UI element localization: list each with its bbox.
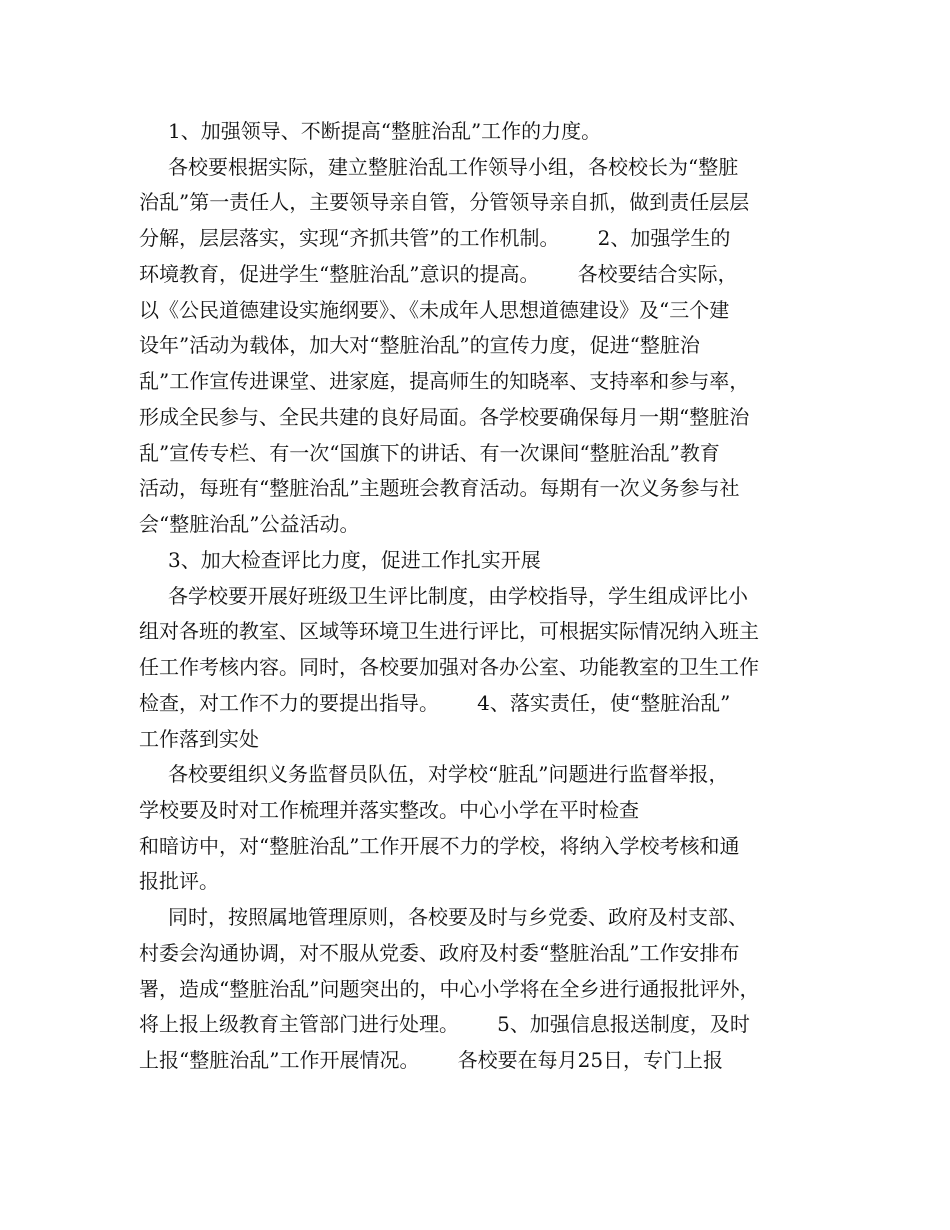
text-line: 环境教育，促进学生“整脏治乱”意识的提高。 各校要结合实际， (139, 262, 738, 286)
text-line: 任工作考核内容。同时，各校要加强对各办公室、功能教室的卫生工作 (139, 655, 759, 679)
text-line: 检查，对工作不力的要提出指导。 4、落实责任，使“整脏治乱” (139, 691, 731, 715)
text-line: 上报“整脏治乱”工作开展情况。 各校要在每月25日，专门上报 (139, 1048, 724, 1072)
text-line: 各校要根据实际，建立整脏治乱工作领导小组，各校校长为“整脏 (168, 155, 739, 179)
text-line: 会“整脏治乱”公益活动。 (139, 512, 360, 536)
text-line: 分解，层层落实，实现“齐抓共管”的工作机制。 2、加强学生的 (139, 226, 731, 250)
text-line: 乱”工作宣传进课堂、进家庭，提高师生的知晓率、支持率和参与率， (139, 369, 750, 393)
text-line: 村委会沟通协调，对不服从党委、政府及村委“整脏治乱”工作安排布 (139, 941, 740, 965)
text-line: 3、加大检查评比力度，促进工作扎实开展 (168, 548, 541, 572)
text-line: 学校要及时对工作梳理并落实整改。中心小学在平时检查 (139, 798, 639, 822)
text-line: 署，造成“整脏治乱”问题突出的，中心小学将在全乡进行通报批评外， (139, 977, 760, 1001)
text-line: 将上报上级教育主管部门进行处理。 5、加强信息报送制度，及时 (139, 1012, 750, 1036)
text-line: 报批评。 (139, 869, 219, 893)
text-line: 治乱”第一责任人，主要领导亲自管，分管领导亲自抓，做到责任层层 (139, 190, 750, 214)
text-line: 活动，每班有“整脏治乱”主题班会教育活动。每期有一次义务参与社 (139, 476, 740, 500)
text-line: 乱”宣传专栏、有一次“国旗下的讲话、有一次课间“整脏治乱”教育 (139, 441, 720, 465)
text-line: 同时，按照属地管理原则，各校要及时与乡党委、政府及村支部、 (168, 905, 748, 929)
text-line: 组对各班的教室、区域等环境卫生进行评比，可根据实际情况纳入班主 (139, 619, 759, 643)
text-line: 设年”活动为载体，加大对“整脏治乱”的宣传力度，促进“整脏治 (139, 333, 700, 357)
text-line: 工作落到实处 (139, 727, 259, 751)
text-line: 以《公民道德建设实施纲要》、《未成年人思想道德建设》及“三个建 (139, 298, 730, 322)
text-line: 1、加强领导、不断提高“整脏治乱”工作的力度。 (168, 119, 602, 143)
text-line: 和暗访中，对“整脏治乱”工作开展不力的学校，将纳入学校考核和通 (139, 834, 740, 858)
text-line: 各校要组织义务监督员队伍，对学校“脏乱”问题进行监督举报， (168, 762, 729, 786)
text-line: 各学校要开展好班级卫生评比制度，由学校指导，学生组成评比小 (168, 584, 748, 608)
text-line: 形成全民参与、全民共建的良好局面。各学校要确保每月一期“整脏治 (139, 405, 750, 429)
